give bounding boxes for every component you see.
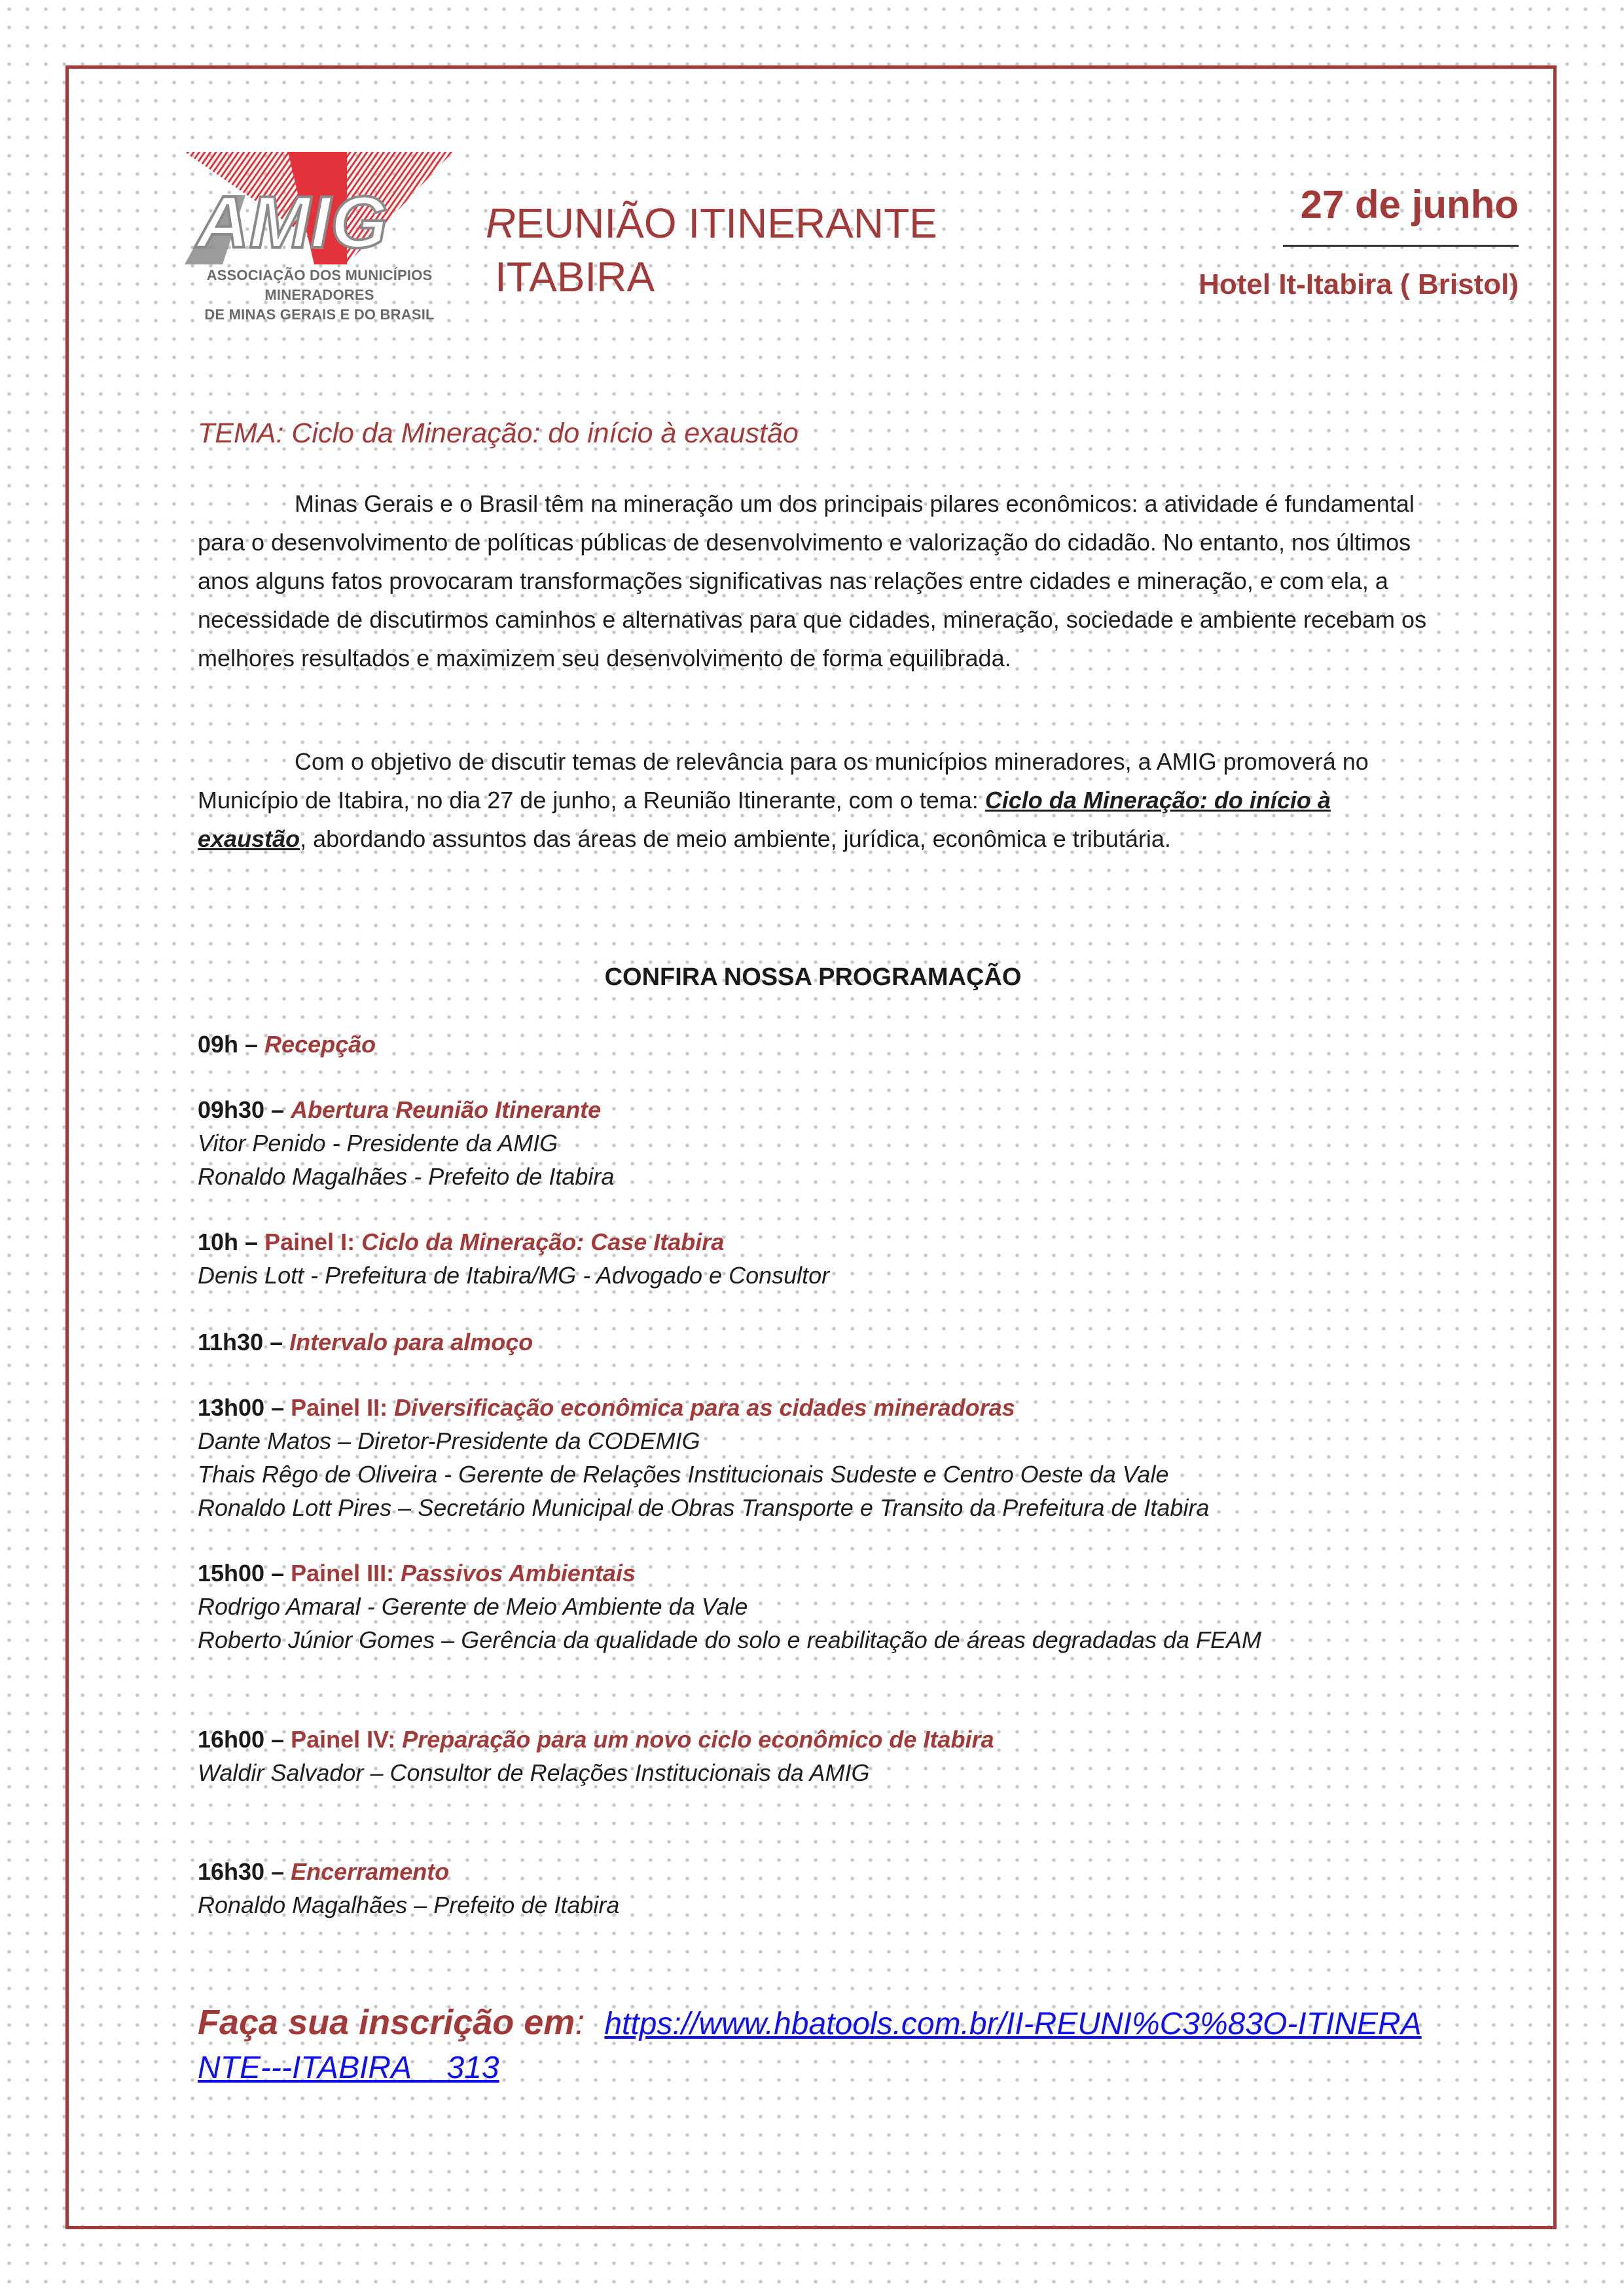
program-speaker: Dante Matos – Diretor-Presidente da CODEMIG	[198, 1427, 700, 1454]
signup-label: Faça sua inscrição em	[198, 2003, 575, 2042]
signup-link[interactable]: https://www.hbatools.com.br/II-REUNI%C3%83O-ITINERANTE---ITABIRA__313	[198, 2007, 1422, 2085]
program-speaker: Ronaldo Magalhães – Prefeito de Itabira	[198, 1892, 620, 1918]
program-time: 15h00 –	[198, 1560, 291, 1587]
title-city: ITABIRA	[495, 253, 655, 300]
signup-colon: :	[575, 2003, 585, 2042]
event-venue: Hotel It-Itabira ( Bristol)	[1199, 268, 1519, 300]
program-panel-label: Painel III:	[291, 1560, 401, 1587]
program-title: Ciclo da Mineração: Case Itabira	[361, 1229, 725, 1255]
logo-caption-line2: DE MINAS GERAIS E DO BRASIL	[204, 306, 435, 323]
program-time: 13h00 –	[198, 1394, 291, 1421]
intro-p2-theme: Ciclo da Mineração: do início à exaustão	[198, 787, 1331, 852]
program-title: Passivos Ambientais	[401, 1560, 636, 1587]
theme-heading: TEMA: Ciclo da Mineração: do início à exaustão	[198, 418, 799, 449]
event-title	[486, 196, 937, 304]
program-speaker: Vitor Penido - Presidente da AMIG	[198, 1130, 558, 1157]
signup-section	[198, 2001, 1441, 2089]
program-panel-label: Painel II:	[291, 1394, 395, 1421]
program-title: Encerramento	[291, 1858, 450, 1885]
title-first-letter: R	[486, 200, 516, 247]
program-title: Diversificação econômica para as cidades mineradoras	[394, 1394, 1015, 1421]
program-item-lunch	[198, 1325, 1441, 1359]
program-heading: CONFIRA NOSSA PROGRAMAÇÃO	[604, 963, 1022, 991]
program-item-closing	[198, 1855, 1441, 1922]
event-date: 27 de junho	[1300, 183, 1519, 226]
program-time: 10h –	[198, 1229, 265, 1255]
program-time: 16h30 –	[198, 1858, 291, 1885]
svg-text:AMIG: AMIG	[196, 181, 388, 263]
intro-p2-after: , abordando assuntos das áreas de meio ambiente, jurídica, econômica e tributária.	[300, 825, 1171, 852]
program-time: 09h30 –	[198, 1096, 291, 1123]
program-title: Abertura Reunião Itinerante	[291, 1096, 602, 1123]
program-title: Preparação para um novo ciclo econômico de Itabira	[402, 1726, 994, 1753]
program-title: Intervalo para almoço	[289, 1329, 533, 1355]
program-speaker: Ronaldo Lott Pires – Secretário Municipal de Obras Transporte e Transito da Prefeitura de Itabira	[198, 1494, 1210, 1521]
program-item-panel-4	[198, 1723, 1441, 1789]
amig-logo-mark	[183, 149, 458, 267]
logo-caption-line1: ASSOCIAÇÃO DOS MUNICÍPIOS MINERADORES	[206, 267, 433, 303]
intro-paragraph-1	[198, 484, 1428, 677]
program-panel-label: Painel IV:	[291, 1726, 403, 1753]
program-speaker: Roberto Júnior Gomes – Gerência da qualidade do solo e reabilitação de áreas degradadas da FEAM	[198, 1626, 1261, 1653]
program-speaker: Thais Rêgo de Oliveira - Gerente de Relações Institucionais Sudeste e Centro Oeste da Vale	[198, 1461, 1169, 1488]
program-item-reception	[198, 1028, 1441, 1061]
program-item-panel-2	[198, 1391, 1441, 1524]
intro-p2-before: Com o objetivo de discutir temas de relevância para os municípios mineradores, a AMIG promoverá no Município de Itabira, no dia 27 de junho, a Reunião Itinerante, com o tema:	[198, 748, 1369, 814]
amig-logo	[183, 149, 458, 323]
program-item-panel-1	[198, 1225, 1441, 1292]
title-rest: EUNIÃO ITINERANTE	[516, 200, 937, 247]
program-item-opening	[198, 1093, 1441, 1193]
program-item-panel-3	[198, 1556, 1441, 1657]
program-time: 09h –	[198, 1031, 265, 1058]
logo-caption	[182, 266, 457, 325]
date-divider	[1283, 245, 1519, 247]
program-title: Recepção	[264, 1031, 376, 1058]
intro-p1-text: Minas Gerais e o Brasil têm na mineração um dos principais pilares econômicos: a atividade é fundamental para o desenvolvimento de políticas públicas de desenvolvimento e valorização do cidadão. No entanto, nos últimos anos alguns fatos provocaram transformações significativas nas relações entre cidades e mineração, e com ela, a necessidade de discutirmos caminhos e alternativas para que cidades, mineração, sociedade e ambiente recebam os melhores resultados e maximizem seu desenvolvimento de forma equilibrada.	[198, 490, 1427, 672]
program-speaker: Waldir Salvador – Consultor de Relações Institucionais da AMIG	[198, 1759, 870, 1786]
program-time: 16h00 –	[198, 1726, 291, 1753]
program-panel-label: Painel I:	[264, 1229, 362, 1255]
program-speaker: Denis Lott - Prefeitura de Itabira/MG - Advogado e Consultor	[198, 1262, 830, 1289]
program-speaker: Ronaldo Magalhães - Prefeito de Itabira	[198, 1163, 615, 1190]
program-speaker: Rodrigo Amaral - Gerente de Meio Ambiente da Vale	[198, 1593, 748, 1620]
program-time: 11h30 –	[198, 1329, 290, 1355]
intro-paragraph-2	[198, 742, 1428, 858]
